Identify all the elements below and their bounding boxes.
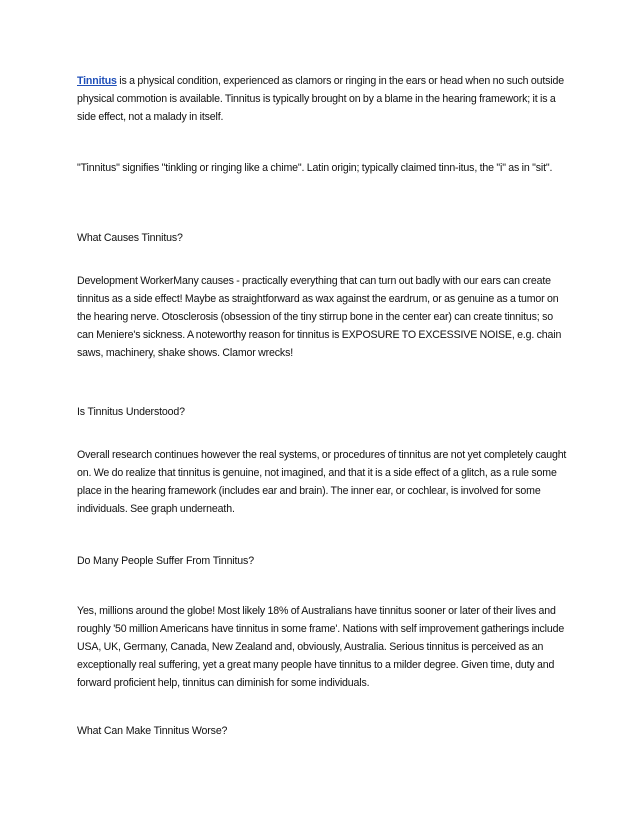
heading-make-worse: What Can Make Tinnitus Worse? — [77, 725, 228, 737]
heading-what-causes: What Causes Tinnitus? — [77, 232, 183, 244]
causes-paragraph: Development WorkerMany causes - practically everything that can turn out badly with our ears can create tinnitus as a side effect! Maybe as straightforward as wax against the eardrum, or as genuine as a tumor on the hearing nerve. Otosclerosis (obsession of the tiny stirrup bone in the center ear) can create tinnitus; so can Meniere's sickness. A noteworthy reason for tinnitus is EXPOSURE TO EXCESSIVE NOISE, e.g. chain saws, machinery, shake shows. Clamor wrecks! — [77, 275, 562, 359]
suffer-paragraph: Yes, millions around the globe! Most likely 18% of Australians have tinnitus sooner or later of their lives and roughly '50 million Americans have tinnitus in some frame'. Nations with self improvement gatherings include USA, UK, Germany, Canada, New Zealand and, obviously, Australia. Serious tinnitus is perceived as an exceptionally real suffering, yet a great many people have tinnitus to a milder degree. Given time, duty and forward proficient help, tinnitus can diminish for some individuals. — [77, 605, 565, 689]
understood-paragraph: Overall research continues however the real systems, or procedures of tinnitus are not yet completely caught on. We do realize that tinnitus is genuine, not imagined, and that it is a side effect of a glitch, as a rule some place in the hearing framework (includes ear and brain). The inner ear, or cochlear, is involved for some individuals. See graph underneath. — [77, 449, 567, 515]
definition-paragraph: "Tinnitus" signifies "tinkling or ringing like a chime". Latin origin; typically claimed tinn-itus, the "i" as in "sit". — [77, 162, 553, 174]
intro-paragraph — [77, 72, 567, 126]
heading-many-people: Do Many People Suffer From Tinnitus? — [77, 555, 254, 567]
heading-understood: Is Tinnitus Understood? — [77, 406, 185, 418]
intro-text: is a physical condition, experienced as clamors or ringing in the ears or head when no such outside physical commotion is available. Tinnitus is typically brought on by a blame in the hearing framework; it is a side effect, not a malady in itself. — [77, 75, 564, 123]
tinnitus-link[interactable]: Tinnitus — [77, 75, 117, 87]
